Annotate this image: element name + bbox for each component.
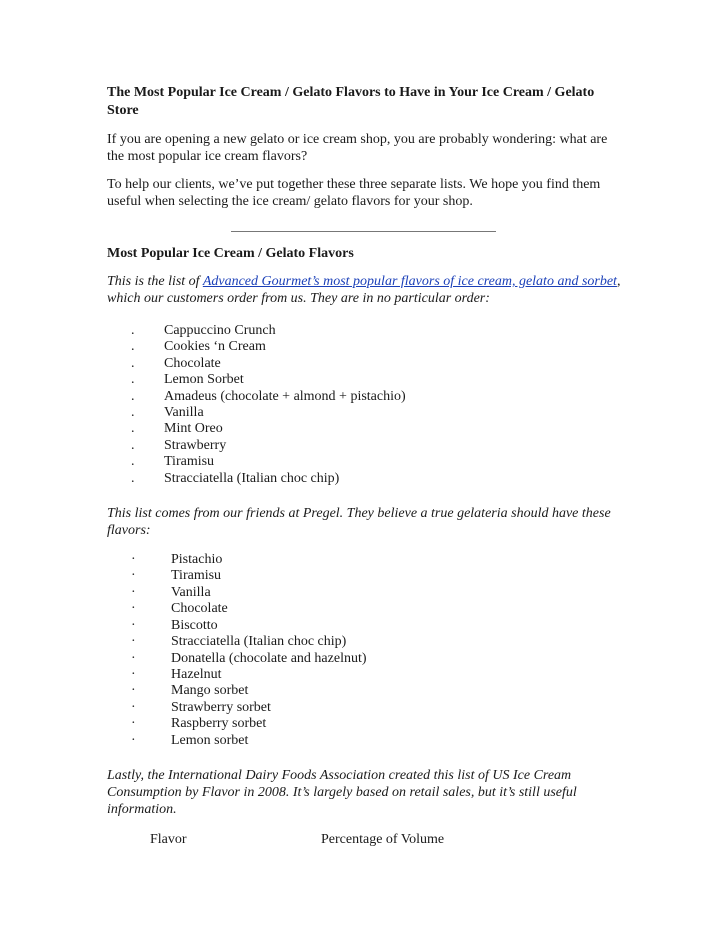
list-item [107, 667, 627, 683]
list-marker: · [131, 732, 136, 748]
list-item-text: Hazelnut [171, 666, 222, 682]
list-item [107, 601, 627, 617]
list-item [107, 421, 627, 437]
list-item-text: Donatella (chocolate and hazelnut) [171, 650, 367, 666]
list-item [107, 372, 627, 388]
list-item-text: Pistachio [171, 552, 223, 568]
list-item-text: Stracciatella (Italian choc chip) [171, 634, 347, 650]
section-heading: Most Popular Ice Cream / Gelato Flavors [107, 246, 354, 261]
list-item-text: Biscotto [171, 617, 218, 633]
list-marker: · [131, 634, 136, 650]
list-marker: · [131, 699, 136, 715]
list-item [107, 438, 627, 454]
list-marker: . [131, 339, 135, 355]
list-item [107, 323, 627, 339]
page-title: The Most Popular Ice Cream / Gelato Flavors to Have in Your Ice Cream / Gelato Store [107, 85, 595, 118]
list-item [107, 700, 627, 716]
list-marker: · [131, 716, 136, 732]
advanced-gourmet-intro [107, 273, 627, 307]
list-marker: · [131, 683, 136, 699]
list-item-text: Amadeus (chocolate + almond + pistachio) [164, 388, 406, 404]
list-marker: · [131, 650, 136, 666]
list-item-text: Cappuccino Crunch [164, 323, 276, 338]
list-item [107, 454, 627, 470]
list-marker: . [131, 437, 135, 453]
list-item-text: Chocolate [164, 355, 221, 371]
list-item [107, 568, 627, 584]
list-item-text: Chocolate [171, 601, 228, 617]
list-item-text: Raspberry sorbet [171, 716, 267, 732]
list-item-text: Tiramisu [171, 568, 222, 584]
list-marker: . [131, 405, 135, 421]
pregel-intro: This list comes from our friends at Pregel. They believe a true gelateria should have these flavors: [107, 506, 611, 539]
list-item-text: Strawberry sorbet [171, 699, 271, 715]
list-item [107, 651, 627, 667]
list-marker: · [131, 568, 136, 584]
list-item [107, 405, 627, 421]
list-marker: · [131, 552, 136, 568]
list-item-text: Cookies ‘n Cream [164, 339, 266, 355]
intro-text-after: , which our customers order from us. They are in no particular order: [107, 274, 621, 306]
list-item [107, 389, 627, 405]
list-marker: · [131, 601, 136, 617]
list-item [107, 683, 627, 699]
section-divider [231, 231, 496, 232]
list-item [107, 733, 627, 749]
help-paragraph: To help our clients, we’ve put together these three separate lists. We hope you find them useful when selecting the ice cream/ gelato flavors for your shop. [107, 177, 601, 209]
percentage-column-header: Percentage of Volume [321, 831, 445, 847]
intro-paragraph: If you are opening a new gelato or ice cream shop, you are probably wondering: what are the most popular ice cream flavors? [107, 132, 608, 164]
list-item-text: Strawberry [164, 437, 227, 453]
table-header [107, 831, 627, 849]
list-item [107, 356, 627, 372]
list-marker: . [131, 372, 135, 388]
advanced-gourmet-flavor-list [107, 323, 627, 487]
list-item-text: Mango sorbet [171, 683, 249, 699]
list-item [107, 471, 627, 487]
list-item-text: Vanilla [164, 405, 204, 421]
list-item [107, 634, 627, 650]
list-marker: . [131, 388, 135, 404]
list-item [107, 618, 627, 634]
list-item-text: Vanilla [171, 584, 211, 600]
document-body [107, 84, 627, 849]
list-item [107, 552, 627, 568]
list-marker: . [131, 454, 135, 470]
list-item-text: Tiramisu [164, 454, 215, 470]
list-marker: . [131, 421, 135, 437]
advanced-gourmet-link[interactable]: Advanced Gourmet’s most popular flavors of ice cream, gelato and sorbet [202, 274, 617, 289]
flavor-column-header: Flavor [150, 831, 187, 847]
pregel-flavor-list [107, 552, 627, 749]
list-item-text: Lemon Sorbet [164, 372, 244, 388]
list-marker: . [131, 470, 135, 486]
intro-text-before: This is the list of [107, 274, 203, 289]
list-marker: · [131, 584, 136, 600]
list-marker: · [131, 666, 136, 682]
list-item-text: Lemon sorbet [171, 732, 249, 748]
list-item-text: Mint Oreo [164, 421, 223, 437]
list-marker: · [131, 617, 136, 633]
list-item [107, 585, 627, 601]
list-item [107, 716, 627, 732]
list-item-text: Stracciatella (Italian choc chip) [164, 470, 340, 486]
list-marker: . [131, 355, 135, 371]
idfa-intro: Lastly, the International Dairy Foods Association created this list of US Ice Cream Consumption by Flavor in 2008. It’s largely based on retail sales, but it’s still useful information. [107, 767, 577, 817]
list-item [107, 339, 627, 355]
list-marker: . [131, 323, 135, 338]
